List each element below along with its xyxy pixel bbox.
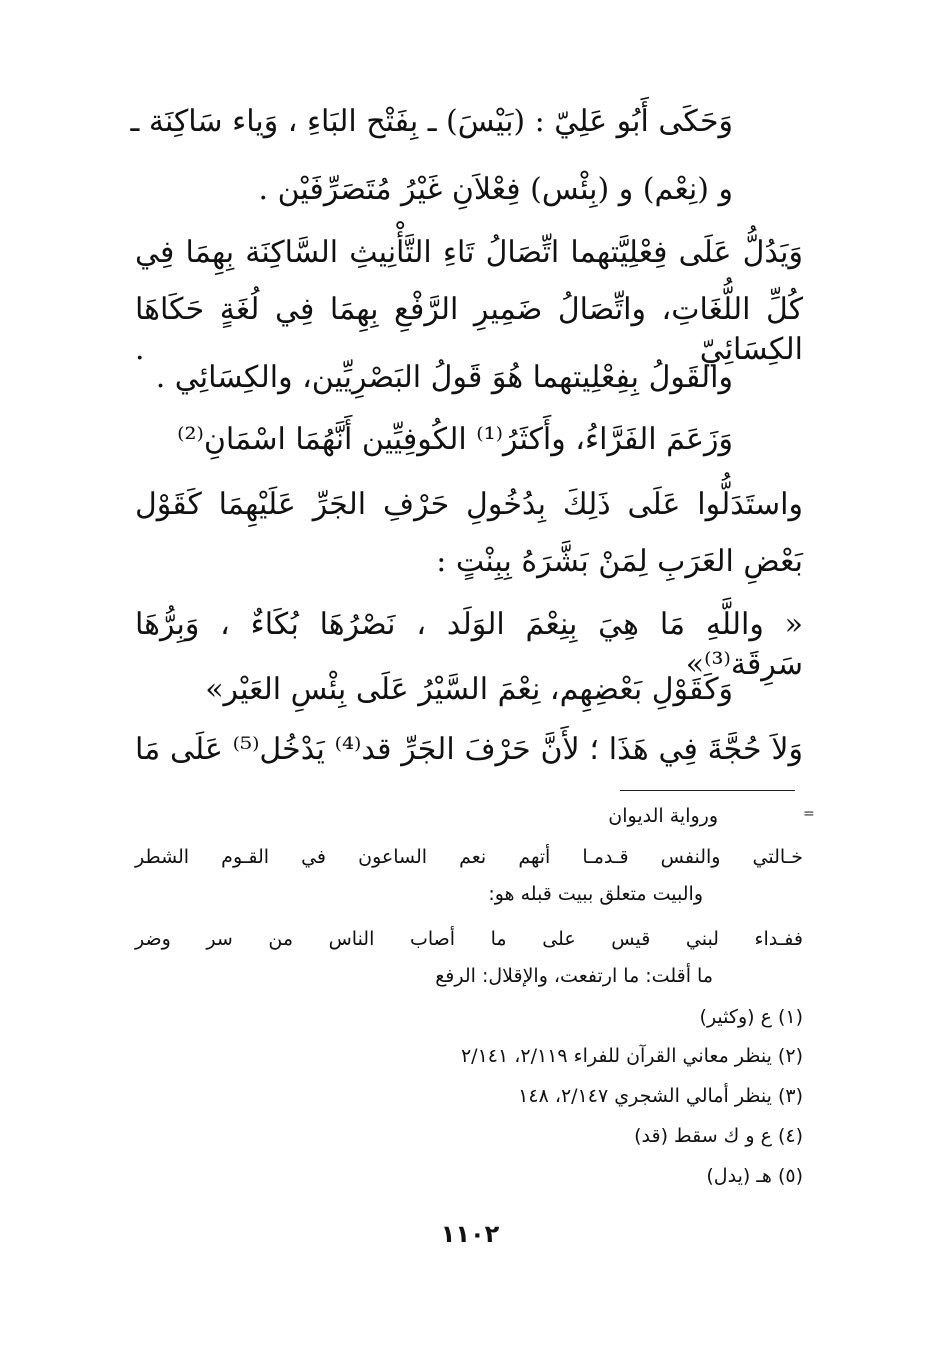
footnote-3: (٣) ينظر أمالي الشجري ٢/١٤٧، ١٤٨ — [518, 1085, 803, 1107]
body-line-7: واستَدَلُّوا عَلَى ذَلِكَ بِدُخُولِ حَرْفِ الجَرِّ عَلَيْهِمَا كَقَوْل — [135, 487, 803, 522]
body-line-6: وَزَعَمَ الفَرَّاءُ، وأَكثَرُ⁽¹⁾ الكُوفِيِّين أَنَّهُمَا اسْمَانِ⁽²⁾ — [177, 422, 733, 457]
body-line-3: وَيَدُلُّ عَلَى فِعْلِيَّتهما اتِّصَالُ تَاءِ التَّأْنِيثِ السَّاكِنَة بِهِمَا فِي — [135, 235, 803, 270]
body-line-1: وَحَكَى أَبُو عَلِيّ : (بَيْسَ) ـ بِفَتْح البَاءِ ، وَياء سَاكِنَة ـ — [130, 104, 733, 139]
footnote-gloss: ما أقلت: ما ارتفعت، والإقلال: الرفع — [435, 965, 713, 987]
body-line-5: والقَولُ بِفِعْلِيتهما هُوَ قَولُ البَصْرِيِّين، والكِسَائِي . — [155, 360, 733, 395]
body-line-4: كُلِّ اللُّغَاتِ، واتِّصَالُ ضَمِيرِ الرَّفْعِ بِهِمَا فِي لُغَةٍ حَكَاهَا الكِسَائِيّ . — [135, 292, 803, 367]
footnote-verse-2: ففـداء لبني قيس على ما أصاب الناس من سر وضر — [135, 928, 803, 950]
footnote-5: (٥) هـ (يدل) — [706, 1165, 803, 1187]
body-line-8: بَعْضِ العَرَبِ لِمَنْ بَشَّرَهُ بِبِنْتٍ : — [436, 544, 803, 579]
footnote-intro: ورواية الديوان — [608, 805, 718, 827]
footnote-verse-1: خـالتي والنفس قـدمـا أتهم نعم الساعون في القـوم الشطر — [135, 846, 803, 868]
body-line-9: « واللَّهِ مَا هِيَ بِنِعْمَ الوَلَد ، نَصْرُهَا بُكَاءٌ ، وَبِرُّهَا سَرِقَة⁽³⁾» — [135, 607, 803, 682]
continuation-mark: = — [803, 806, 815, 822]
page-number: ١١٠٢ — [440, 1220, 500, 1248]
body-line-11: وَلاَ حُجَّةَ فِي هَذَا ؛ لأَنَّ حَرْفَ الجَرِّ قد⁽⁴⁾ يَدْخُل⁽⁵⁾ عَلَى مَا — [135, 732, 803, 767]
footnote-2: (٢) ينظر معاني القرآن للفراء ٢/١١٩، ٢/١٤١ — [460, 1045, 803, 1067]
footnote-1: (١) ع (وكثير) — [699, 1006, 803, 1028]
body-line-10: وَكَقَوْلِ بَعْضِهِم، نِعْمَ السَّيْرُ عَلَى بِئْسِ العَيْر» — [205, 672, 733, 707]
body-line-2: و (نِعْم) و (بِئْس) فِعْلاَنِ غَيْرُ مُتَصَرِّفَيْن . — [258, 172, 733, 207]
footnote-divider — [620, 790, 795, 791]
footnote-4: (٤) ع و ك سقط (قد) — [634, 1125, 803, 1147]
footnote-intro-2: والبيت متعلق ببيت قبله هو: — [488, 883, 703, 905]
